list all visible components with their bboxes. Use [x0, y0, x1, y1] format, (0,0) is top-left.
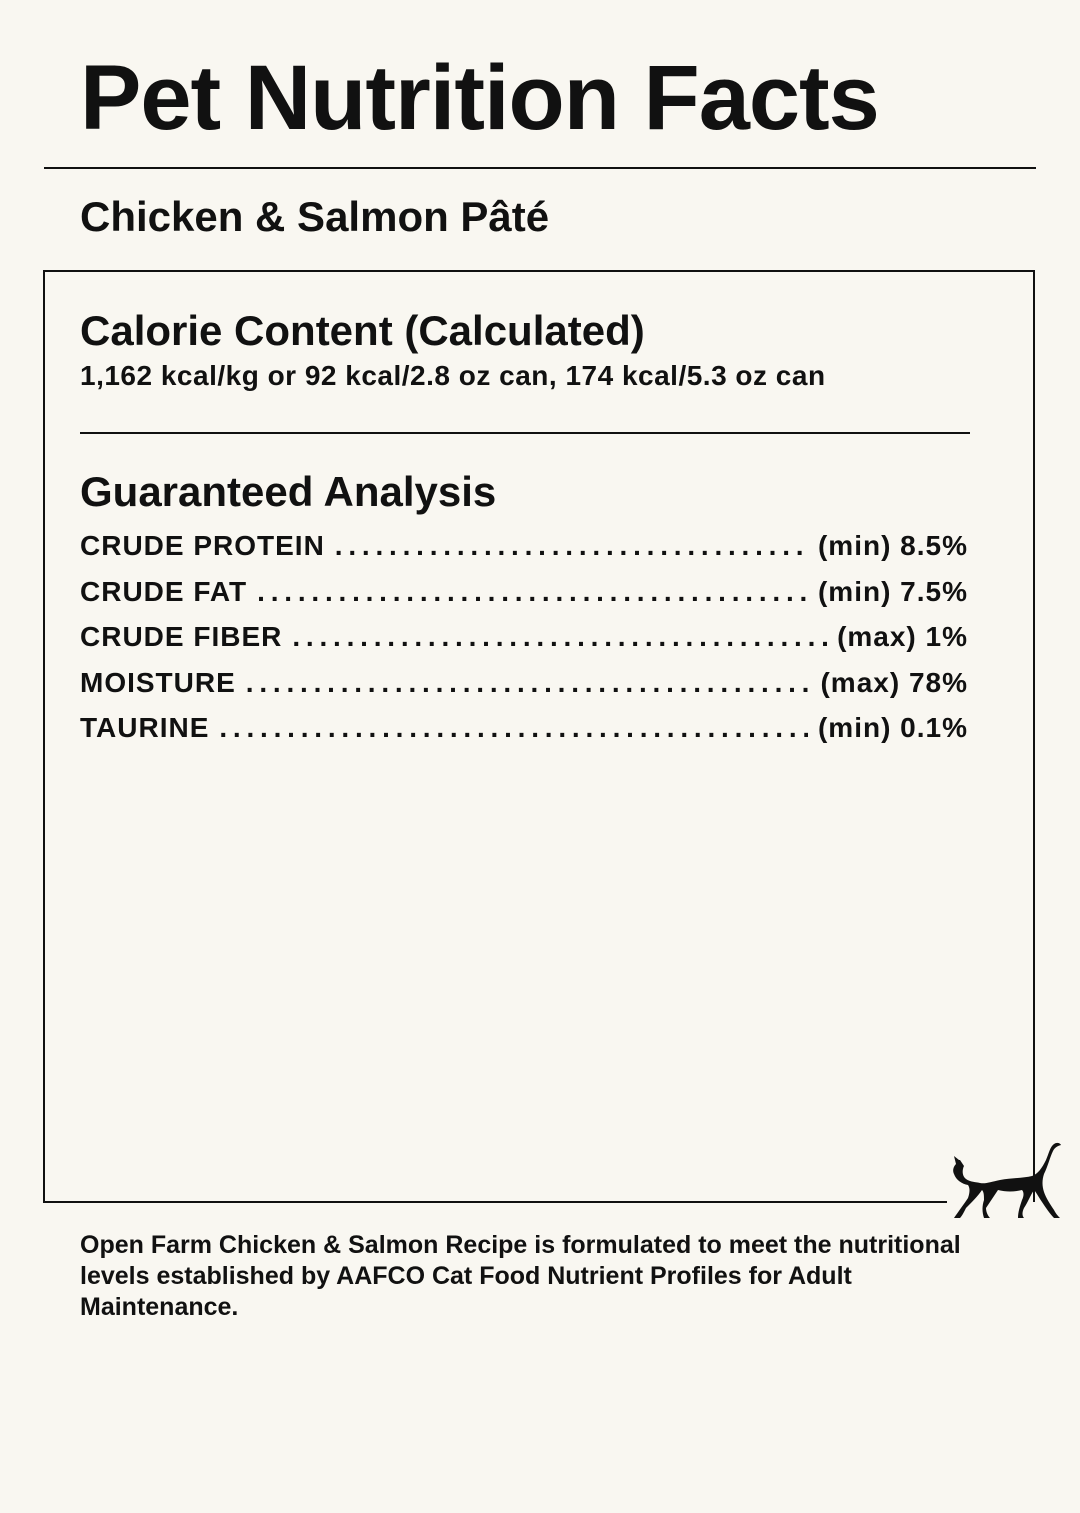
cat-silhouette-icon	[950, 1138, 1062, 1224]
analysis-row-crude-fat	[80, 576, 968, 622]
nutrient-value: (min) 0.1%	[817, 712, 968, 743]
analysis-row-taurine	[80, 712, 968, 758]
nutrient-name: CRUDE FAT	[80, 575, 248, 607]
dot-leader	[292, 621, 827, 653]
section-divider	[80, 432, 970, 434]
calorie-text: 1,162 kcal/kg or 92 kcal/2.8 oz can, 174 kcal/5.3 oz can	[80, 360, 826, 391]
nutrient-value: (min) 7.5%	[817, 575, 968, 607]
nutrient-value: (max) 78%	[820, 666, 968, 698]
nutrient-name: TAURINE	[80, 712, 210, 743]
analysis-list	[80, 530, 968, 758]
nutrient-name: CRUDE FIBER	[80, 621, 283, 652]
aafco-statement: Open Farm Chicken & Salmon Recipe is formulated to meet the nutritional levels established by AAFCO Cat Food Nutrient Profiles for Adult Maintenance.	[80, 1231, 961, 1321]
calorie-heading: Calorie Content (Calculated)	[80, 307, 645, 354]
dot-leader	[246, 667, 811, 699]
title-divider	[44, 167, 1036, 169]
dot-leader	[219, 712, 808, 744]
analysis-row-moisture	[80, 667, 968, 713]
facts-panel-bottom-border	[43, 1201, 947, 1203]
nutrient-name: MOISTURE	[80, 666, 236, 698]
analysis-heading: Guaranteed Analysis	[80, 468, 497, 515]
page-title: Pet Nutrition Facts	[80, 47, 879, 149]
dot-leader	[257, 576, 808, 608]
analysis-row-crude-protein	[80, 530, 968, 576]
analysis-row-crude-fiber	[80, 621, 968, 667]
nutrient-name: CRUDE PROTEIN	[80, 530, 325, 561]
nutrient-value: (max) 1%	[837, 621, 968, 652]
product-name: Chicken & Salmon Pâté	[80, 193, 550, 240]
dot-leader	[335, 530, 808, 562]
nutrient-value: (min) 8.5%	[817, 530, 968, 561]
